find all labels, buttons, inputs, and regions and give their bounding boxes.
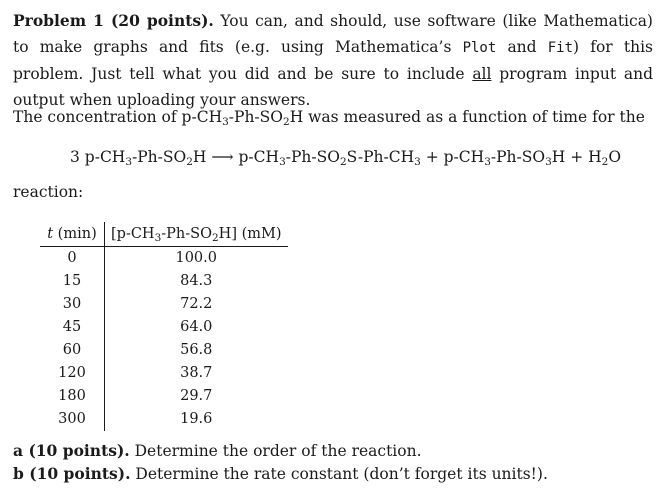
table-body	[40, 247, 288, 432]
time-cell: 120	[40, 362, 105, 385]
time-cell: 180	[40, 385, 105, 408]
time-cell: 0	[40, 247, 105, 271]
table-row	[40, 385, 288, 408]
question-b-label: b (10 points).	[13, 464, 131, 483]
time-column-header: t (min)	[40, 222, 105, 247]
concentration-cell: 100.0	[175, 250, 217, 266]
reaction-label: reaction:	[13, 183, 84, 201]
concentration-cell: 64.0	[180, 319, 213, 335]
table-row	[40, 362, 288, 385]
question-a	[13, 440, 422, 462]
table-row	[40, 316, 288, 339]
code-plot: Plot	[462, 40, 497, 56]
concentration-table	[40, 222, 288, 431]
question-a-text: Determine the order of the reaction.	[129, 442, 422, 460]
table-row	[40, 247, 288, 271]
table-row	[40, 339, 288, 362]
problem-intro	[13, 8, 653, 113]
question-b-text: Determine the rate constant (don’t forget its units!).	[130, 465, 548, 483]
code-fit: Fit	[547, 40, 574, 56]
concentration-cell: 84.3	[180, 273, 213, 289]
concentration-cell: 72.2	[180, 296, 213, 312]
intro-text-2: and	[496, 38, 548, 56]
time-cell: 15	[40, 270, 105, 293]
table-row	[40, 293, 288, 316]
emphasis-all: all	[472, 65, 492, 83]
description-text: The concentration of $p-CH_3-Ph-SO_2H$ was measured as a function of time for the	[13, 108, 645, 128]
time-cell: 60	[40, 339, 105, 362]
time-cell: 45	[40, 316, 105, 339]
concentration-cell: 38.7	[180, 365, 213, 381]
reaction-equation: 3 $p-CH_3-Ph-SO_2H$ ⟶ $p-CH_3-Ph-SO_2S-Ph-CH_3 + p-CH_3-Ph-SO_3H + H_2O$	[70, 148, 622, 168]
intro-text-3: ) for this problem. Just tell what you did and be sure to include	[13, 38, 653, 83]
question-b	[13, 463, 548, 485]
concentration-column-header: $[p-CH_3-Ph-SO_2H]$ (mM)	[105, 222, 288, 247]
table-row	[40, 408, 288, 431]
time-cell: 300	[40, 408, 105, 431]
problem-heading: Problem 1 (20 points).	[13, 11, 214, 30]
intro-text-4: program input and output when uploading your answers.	[13, 65, 653, 109]
intro-text-1: You can, and should, use software (like Mathematica) to make graphs and fits (e.g. using Mathematica’s	[13, 12, 653, 56]
concentration-cell: 19.6	[180, 411, 213, 427]
table-row	[40, 270, 288, 293]
concentration-cell: 56.8	[180, 342, 213, 358]
time-cell: 30	[40, 293, 105, 316]
question-a-label: a (10 points).	[13, 441, 130, 460]
concentration-cell: 29.7	[180, 388, 213, 404]
table-header-row	[40, 222, 288, 247]
